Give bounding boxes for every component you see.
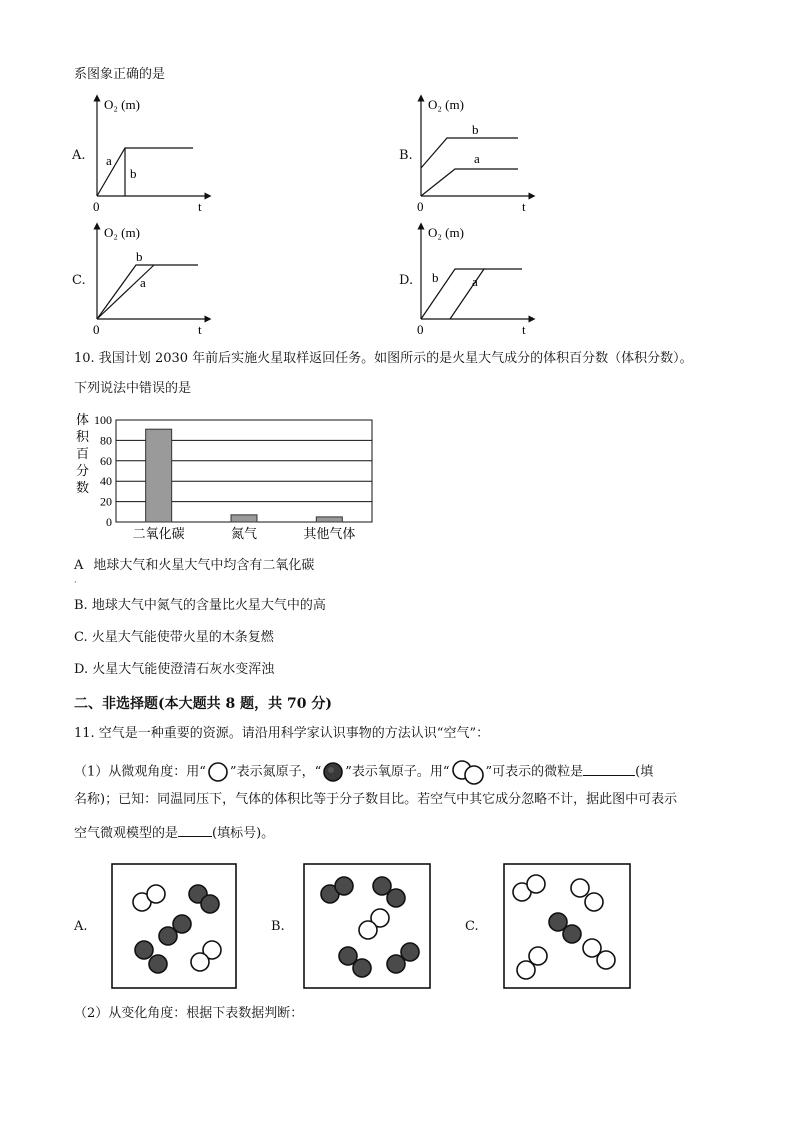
y-axis-label: O₂ (m) (428, 97, 464, 112)
x-category-label: 氮气 (230, 526, 258, 541)
q11-part1-line3 (74, 823, 274, 843)
q9-graph-b (412, 90, 542, 215)
curve-b (421, 138, 518, 168)
label-b: b (432, 270, 439, 285)
q9-option-b-letter: B. (399, 148, 413, 163)
option-letter: B. (74, 598, 88, 613)
origin-label: 0 (417, 322, 424, 337)
q9-graph-d (412, 220, 542, 338)
q10-stem-line1: 10. 我国计划 2030 年前后实施火星取样返回任务。如图所示的是火星大气成分的体积百分数（体积分数）。 (74, 351, 693, 366)
x-axis-label: t (522, 322, 526, 337)
model-c-box (502, 862, 632, 990)
model-b-box (302, 862, 432, 990)
option-letter: D. (74, 662, 89, 677)
label-b: b (472, 122, 479, 137)
y-tick-label: 0 (106, 515, 112, 529)
q9-option-a-letter: A. (72, 148, 86, 163)
y-tick-label: 40 (100, 474, 112, 489)
curve-b (97, 265, 198, 319)
y-label-char: 积 (76, 429, 90, 444)
model-b-letter: B. (271, 919, 285, 934)
model-a-box (110, 862, 238, 990)
label-a: a (140, 275, 146, 290)
x-category-label: 其他气体 (303, 526, 356, 541)
section-heading: 二、非选择题(本大题共 8 题，共 70 分) (74, 696, 332, 712)
q10-option-b (74, 597, 326, 615)
y-tick-label: 100 (94, 413, 112, 427)
y-tick-label: 60 (100, 453, 112, 468)
nitrogen-molecule-icon (450, 759, 486, 785)
text-seg: (填标号)。 (212, 826, 275, 841)
option-text: 火星大气能使澄清石灰水变浑浊 (92, 662, 275, 677)
mars-atmosphere-bar-chart (70, 408, 390, 543)
q11-intro: 11. 空气是一种重要的资源。请沿用科学家认识事物的方法认识“空气”： (74, 726, 490, 741)
q9-option-c-letter: C. (72, 273, 86, 288)
option-text: 地球大气中氮气的含量比火星大气中的高 (91, 598, 326, 613)
y-ticks (94, 413, 112, 529)
q10-option-c (74, 629, 274, 647)
curve-a (421, 169, 518, 196)
q9-option-d-letter: D. (399, 273, 414, 288)
text-seg: （1）从微观角度：用“ (74, 764, 206, 780)
label-a: a (106, 153, 112, 168)
origin-label: 0 (417, 199, 424, 214)
q11-part1-line2: 名称)；已知：同温同压下，气体的体积比等于分子数目比。若空气中其它成分忽略不计，据此图中可表示 (74, 792, 678, 807)
x-axis-label: t (198, 322, 202, 337)
text-seg: ”可表示的微粒是 (485, 764, 584, 780)
y-axis-label (76, 412, 90, 495)
y-label-char: 分 (76, 463, 90, 478)
text-seg: 空气微观模型的是 (74, 826, 179, 841)
q11-part1-line1 (74, 759, 653, 785)
y-label-char: 百 (76, 446, 90, 461)
oxygen-atom-icon (321, 761, 345, 783)
label-b: b (136, 249, 143, 264)
model-a-letter: A. (74, 919, 88, 934)
option-text: 地球大气和火星大气中均含有二氧化碳 (93, 558, 315, 573)
label-a: a (472, 274, 478, 289)
x-axis-label: t (198, 199, 202, 214)
y-axis-label: O₂ (m) (428, 225, 464, 240)
y-tick-label: 80 (100, 433, 112, 448)
y-axis-label: O₂ (m) (104, 225, 140, 240)
label-a: a (474, 151, 480, 166)
curve-a (450, 269, 484, 319)
origin-label: 0 (93, 199, 100, 214)
bar (146, 429, 172, 522)
x-categories (133, 526, 356, 541)
answer-blank-1[interactable] (583, 762, 635, 776)
bars (146, 429, 343, 522)
q11-part2: （2）从变化角度：根据下表数据判断： (74, 1006, 304, 1021)
model-c-letter: C. (465, 919, 479, 934)
q9-stem-tail: 系图象正确的是 (74, 67, 166, 82)
option-letter: A (74, 558, 84, 573)
option-letter: C. (74, 630, 88, 645)
q10-option-a (74, 557, 314, 575)
decorative-dot: · (74, 578, 77, 587)
bar (316, 517, 342, 522)
text-seg: ”表示氮原子，“ (229, 764, 322, 780)
option-text: 火星大气能使带火星的木条复燃 (91, 630, 274, 645)
answer-blank-2[interactable] (178, 823, 212, 837)
bar (231, 515, 257, 522)
y-label-char: 数 (76, 480, 90, 495)
origin-label: 0 (93, 322, 100, 337)
q10-option-d (74, 661, 274, 679)
q9-graph-a (88, 90, 218, 215)
label-b: b (130, 166, 137, 181)
x-axis-label: t (522, 199, 526, 214)
curve-a (97, 265, 154, 319)
q10-stem-line2: 下列说法中错误的是 (74, 381, 192, 396)
nitrogen-atom-icon (206, 761, 230, 783)
q9-graph-c (88, 220, 218, 338)
text-seg: (填 (635, 764, 654, 780)
y-tick-label: 20 (100, 494, 112, 509)
x-category-label: 二氧化碳 (132, 526, 185, 541)
y-label-char: 体 (76, 412, 90, 427)
text-seg: ”表示氧原子。用“ (345, 764, 450, 780)
y-axis-label: O₂ (m) (104, 97, 140, 112)
